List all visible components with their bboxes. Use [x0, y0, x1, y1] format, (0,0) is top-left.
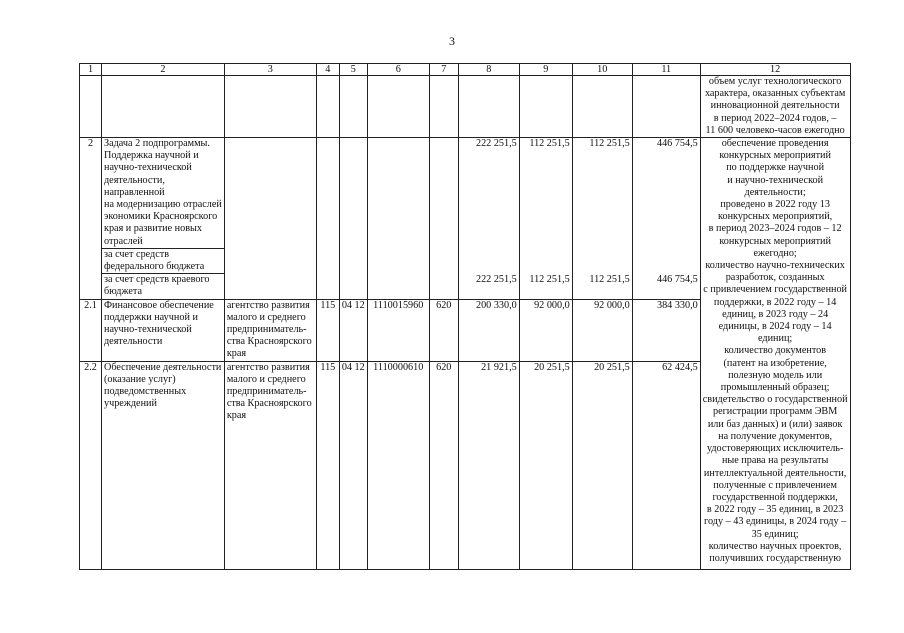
measure-2-1-csr: 1110015960 [367, 299, 429, 361]
text-line: Поддержка научной и [104, 150, 199, 162]
measure-2-1-vr: 620 [429, 299, 458, 361]
text-line: (оказание услуг) [104, 373, 176, 385]
text-line: края [226, 348, 247, 360]
column-header: 7 [429, 64, 458, 76]
text-line: или баз данных) и (или) заявок [707, 418, 843, 430]
text-line: единиц; [758, 333, 793, 345]
text-line: году – 43 единицы, в 2024 году – [704, 516, 847, 528]
text-line: деятельности, [104, 174, 165, 186]
text-line: количество научных проектов, [708, 540, 842, 552]
regional-2024: 112 251,5 [572, 274, 632, 299]
measure-2-1-2022: 200 330,0 [458, 299, 519, 361]
text-line: подведомственных [104, 386, 187, 398]
program-table [79, 63, 851, 570]
federal-budget-label [102, 248, 225, 273]
text-line: направленной [104, 186, 165, 198]
text-line: малого и среднего [226, 311, 306, 323]
measure-2-2-number: 2.2 [80, 361, 102, 569]
regional-2023: 112 251,5 [519, 274, 572, 299]
text-line: удостоверяющих исключитель- [706, 443, 844, 455]
text-line: края и развитие новых [104, 223, 202, 235]
text-line: с привлечением государственной [703, 284, 848, 296]
text-line: проведено в 2022 году 13 [720, 199, 830, 211]
text-line: научно-технической [104, 324, 192, 336]
measure-2-2-2024: 20 251,5 [572, 361, 632, 569]
text-line: полезную модель или [728, 369, 823, 381]
text-line: единицы, в 2024 году – 14 [718, 321, 832, 333]
text-line: научно-технической [104, 162, 192, 174]
text-line: по поддержке научной [726, 162, 825, 174]
text-line: края [226, 410, 247, 422]
measure-2-1-agency [224, 299, 316, 361]
text-line: на модернизацию отраслей [104, 199, 222, 211]
regional-budget-label [102, 274, 225, 299]
text-line: ства Красноярского [226, 336, 312, 348]
task2-number: 2 [80, 138, 102, 300]
measure-2-1-number: 2.1 [80, 299, 102, 361]
measure-2-2-rzpr: 04 12 [339, 361, 367, 569]
column-header: 2 [102, 64, 225, 76]
measure-2-2-vr: 620 [429, 361, 458, 569]
text-line: получивших государственную [709, 552, 841, 564]
text-line: (патент на изобретение, [723, 357, 827, 369]
column-header: 3 [224, 64, 316, 76]
measure-2-2-period: 62 424,5 [632, 361, 700, 569]
regional-2022: 222 251,5 [458, 274, 519, 299]
regional-period: 446 754,5 [632, 274, 700, 299]
measure-2-1-name [102, 299, 225, 361]
text-line: характера, оказанных субъектам [704, 88, 846, 100]
measure-2-1-grbs: 115 [316, 299, 339, 361]
column-header: 1 [80, 64, 102, 76]
text-line: поддержки научной и [104, 311, 198, 323]
continuation-result [700, 76, 850, 138]
text-line: количество документов [724, 345, 827, 357]
text-line: количество научно-технических [705, 260, 845, 272]
page-number: 3 [449, 34, 455, 48]
column-header: 8 [458, 64, 519, 76]
column-header: 10 [572, 64, 632, 76]
text-line: в период 2022–2024 годов, – [713, 112, 837, 124]
measure-2-2-csr: 1110000610 [367, 361, 429, 569]
text-line: бюджета [104, 286, 142, 298]
text-line: разработок, созданных [725, 272, 825, 284]
measure-2-1-rzpr: 04 12 [339, 299, 367, 361]
results-indicators [700, 138, 850, 570]
text-line: агентство развития [226, 299, 310, 311]
task2-total-2023: 112 251,5 [519, 138, 572, 249]
text-line: полученные с привлечением [713, 479, 837, 491]
continuation-row [80, 76, 851, 138]
text-line: в период 2023–2024 годов – 12 [708, 223, 842, 235]
measure-2-1-2023: 92 000,0 [519, 299, 572, 361]
text-line: ежегодно; [753, 247, 797, 259]
measure-2-1-period: 384 330,0 [632, 299, 700, 361]
text-line: экономики Красноярского [104, 211, 218, 223]
measure-2-2-grbs: 115 [316, 361, 339, 569]
column-header: 6 [367, 64, 429, 76]
measure-2-1-2024: 92 000,0 [572, 299, 632, 361]
text-line: свидетельство о государственной [702, 394, 848, 406]
measure-2-2-agency [224, 361, 316, 569]
task2-total-2024: 112 251,5 [572, 138, 632, 249]
text-line: за счет средств краевого [104, 274, 210, 286]
text-line: агентство развития [226, 361, 310, 373]
text-line: регистрации программ ЭВМ [712, 406, 838, 418]
text-line: на получение документов, [718, 430, 833, 442]
text-line: ные права на результаты [721, 455, 829, 467]
text-line: Обеспечение деятельности [104, 361, 222, 373]
text-line: деятельности [104, 336, 163, 348]
text-line: объем услуг технологического [708, 76, 842, 87]
column-header: 4 [316, 64, 339, 76]
measure-2-2-2023: 20 251,5 [519, 361, 572, 569]
text-line: Финансовое обеспечение [104, 299, 214, 311]
text-line: 11 600 человеко-часов ежегодно [705, 124, 845, 136]
text-line: малого и среднего [226, 373, 306, 385]
task2-row [80, 138, 851, 249]
text-line: федерального бюджета [104, 261, 205, 273]
column-header: 9 [519, 64, 572, 76]
text-line: ства Красноярского [226, 398, 312, 410]
task2-total-period: 446 754,5 [632, 138, 700, 249]
text-line: обеспечение проведения [721, 138, 829, 150]
text-line: конкурсных мероприятий, [718, 211, 833, 223]
text-line: Задача 2 подпрограммы. [104, 138, 210, 150]
text-line: учреждений [104, 398, 157, 410]
column-header: 12 [700, 64, 850, 76]
measure-2-2-2022: 21 921,5 [458, 361, 519, 569]
column-header: 5 [339, 64, 367, 76]
text-line: предприниматель- [226, 324, 307, 336]
text-line: отраслей [104, 235, 143, 247]
text-line: деятельности; [744, 186, 806, 198]
text-line: за счет средств [104, 248, 170, 260]
text-line: предприниматель- [226, 386, 307, 398]
text-line: и научно-технической [727, 174, 824, 186]
text-line: конкурсных мероприятий [719, 150, 831, 162]
task2-name [102, 138, 225, 249]
text-line: инновационной деятельности [710, 100, 840, 112]
text-line: промышленный образец; [720, 382, 830, 394]
text-line: в 2022 году – 35 единиц, в 2023 [706, 504, 844, 516]
text-line: поддержки, в 2022 году – 14 [713, 296, 837, 308]
text-line: интеллектуальной деятельности, [703, 467, 847, 479]
column-header: 11 [632, 64, 700, 76]
text-line: 35 единиц; [751, 528, 799, 540]
text-line: государственной поддержки, [712, 491, 838, 503]
text-line: единиц, в 2023 году – 24 [722, 308, 829, 320]
text-line: конкурсных мероприятий [719, 235, 831, 247]
task2-total-2022: 222 251,5 [458, 138, 519, 249]
header-row [80, 64, 851, 76]
measure-2-2-name [102, 361, 225, 569]
